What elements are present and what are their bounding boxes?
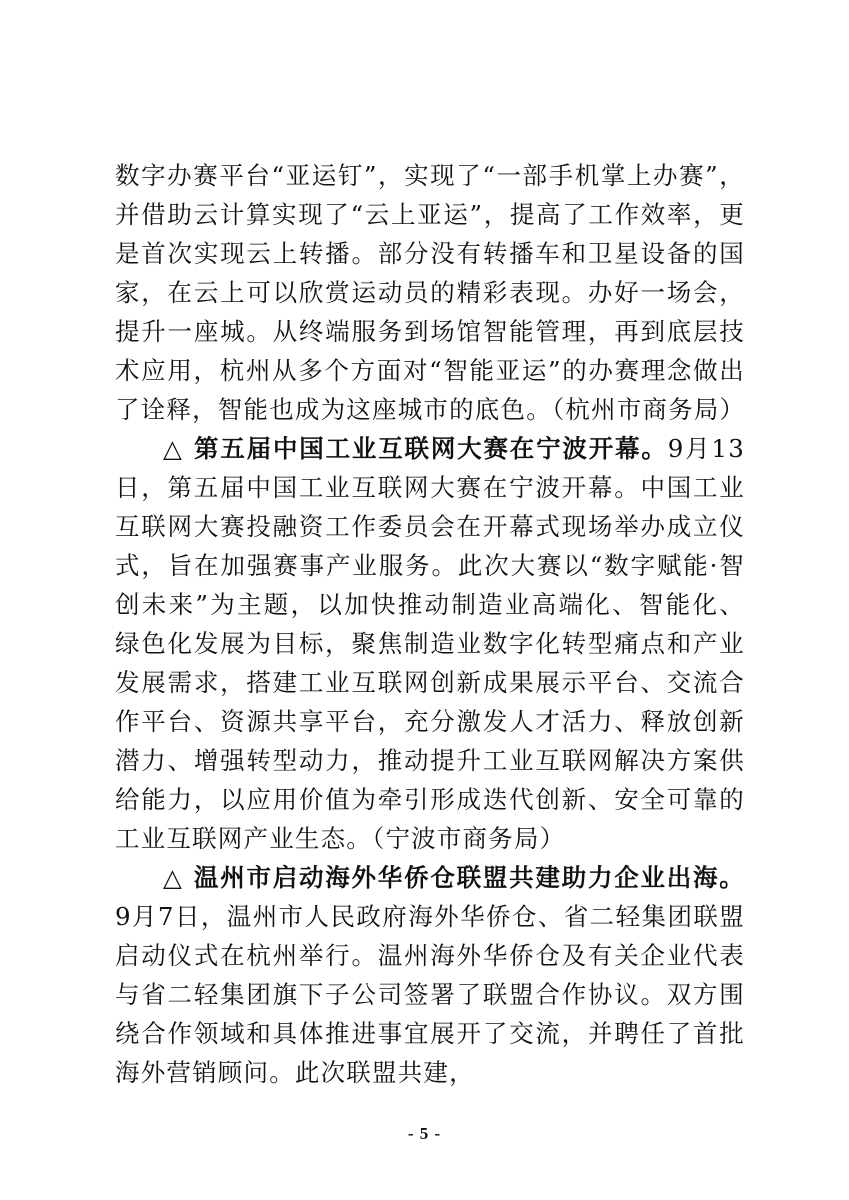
news-item-wenzhou xyxy=(115,858,745,1092)
triangle-bullet-icon: △ xyxy=(163,863,194,892)
news-item-ningbo xyxy=(115,429,745,858)
document-body xyxy=(115,156,745,1092)
news-item-wenzhou-body: 9月7日，温州市人民政府海外华侨仓、省二轻集团联盟启动仪式在杭州举行。温州海外华侨仓及有关企业代表与省二轻集团旗下子公司签署了联盟合作协议。双方围绕合作领域和具体推进事宜展开了交流，并聘任了首批海外营销顾问。此次联盟共建， xyxy=(115,902,745,1087)
paragraph-1 xyxy=(115,156,745,429)
news-item-ningbo-body: 9月13日，第五届中国工业互联网大赛在宁波开幕。中国工业互联网大赛投融资工作委员会在开幕式现场举办成立仪式，旨在加强赛事产业服务。此次大赛以“数字赋能·智创未来”为主题，以加快推动制造业高端化、智能化、绿色化发展为目标，聚焦制造业数字化转型痛点和产业发展需求，搭建工业互联网创新成果展示平台、交流合作平台、资源共享平台，充分激发人才活力、释放创新潜力、增强转型动力，推动提升工业互联网解决方案供给能力，以应用价值为牵引形成迭代创新、安全可靠的工业互联网产业生态。（宁波市商务局） xyxy=(115,434,745,853)
news-item-wenzhou-heading: 温州市启动海外华侨仓联盟共建助力企业出海。 xyxy=(193,863,745,892)
paragraph-1-text: 数字办赛平台“亚运钉”，实现了“一部手机掌上办赛”，并借助云计算实现了“云上亚运”，提高了工作效率，更是首次实现云上转播。部分没有转播车和卫星设备的国家，在云上可以欣赏运动员的精彩表现。办好一场会，提升一座城。从终端服务到场馆智能管理，再到底层技术应用，杭州从多个方面对“智能亚运”的办赛理念做出了诠释，智能也成为这座城市的底色。（杭州市商务局） xyxy=(115,161,746,424)
triangle-bullet-icon: △ xyxy=(163,434,195,463)
page-number: - 5 - xyxy=(407,1124,442,1143)
news-item-ningbo-heading: 第五届中国工业互联网大赛在宁波开幕。 xyxy=(194,434,668,463)
